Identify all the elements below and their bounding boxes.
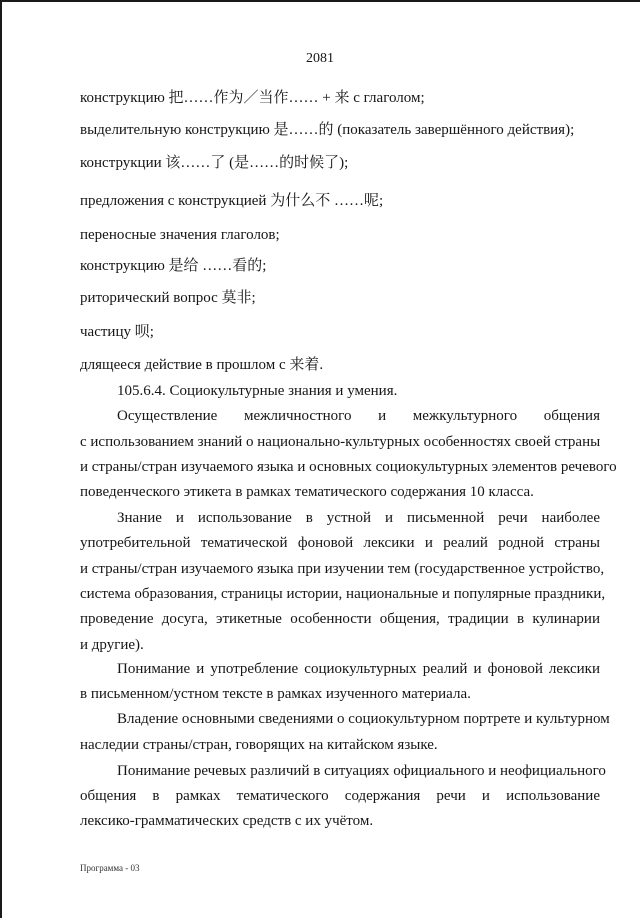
paragraph-line: лексико-грамматических средств с их учётом.: [80, 813, 374, 829]
paragraph-line: Понимание речевых различий в ситуациях официального и неофициального: [117, 763, 606, 779]
list-item: переносные значения глаголов;: [80, 227, 280, 243]
paragraph-line: в письменном/устном тексте в рамках изученного материала.: [80, 686, 471, 702]
paragraph-line: проведение досуга, этикетные особенности общения, традиции в кулинарии: [80, 611, 600, 627]
page-number: 2081: [306, 51, 334, 66]
paragraph-line: и страны/стран изучаемого языка при изучении тем (государственное устройство,: [80, 561, 605, 577]
scan-edge-top: [0, 0, 640, 2]
paragraph-line: Осуществление межличностного и межкультурного общения: [117, 408, 600, 424]
paragraph-line: и страны/стран изучаемого языка и основных социокультурных элементов речевого: [80, 459, 617, 475]
paragraph-line: употребительной тематической фоновой лексики и реалий родной страны: [80, 535, 600, 551]
list-item: конструкцию 是给 ……看的;: [80, 258, 267, 274]
list-item: риторический вопрос 莫非;: [80, 290, 256, 306]
footer-note: Программа - 03: [80, 863, 140, 873]
list-item: конструкцию 把……作为／当作…… + 来 с глаголом;: [80, 90, 425, 106]
paragraph-line: наследии страны/стран, говорящих на китайском языке.: [80, 737, 438, 753]
list-item: выделительную конструкцию 是……的 (показатель завершённого действия);: [80, 122, 575, 138]
list-item: предложения с конструкцией 为什么不 ……呢;: [80, 193, 384, 209]
list-item: частицу 呗;: [80, 324, 154, 340]
paragraph-line: поведенческого этикета в рамках тематического содержания 10 класса.: [80, 484, 534, 500]
paragraph-line: общения в рамках тематического содержания речи и использование: [80, 788, 600, 804]
paragraph-line: система образования, страницы истории, национальные и популярные праздники,: [80, 586, 606, 602]
paragraph-line: Понимание и употребление социокультурных реалий и фоновой лексики: [117, 661, 600, 677]
paragraph-line: Владение основными сведениями о социокультурном портрете и культурном: [117, 711, 610, 727]
paragraph-line: и другие).: [80, 637, 144, 653]
list-item: конструкции 该……了 (是……的时候了);: [80, 155, 349, 171]
scan-edge-left: [0, 0, 2, 918]
list-item: длящееся действие в прошлом с 来着.: [80, 357, 324, 373]
paragraph-line: Знание и использование в устной и письменной речи наиболее: [117, 510, 600, 526]
paragraph-line: с использованием знаний о национально-культурных особенностях своей страны: [80, 434, 601, 450]
section-heading: 105.6.4. Социокультурные знания и умения.: [117, 383, 398, 399]
